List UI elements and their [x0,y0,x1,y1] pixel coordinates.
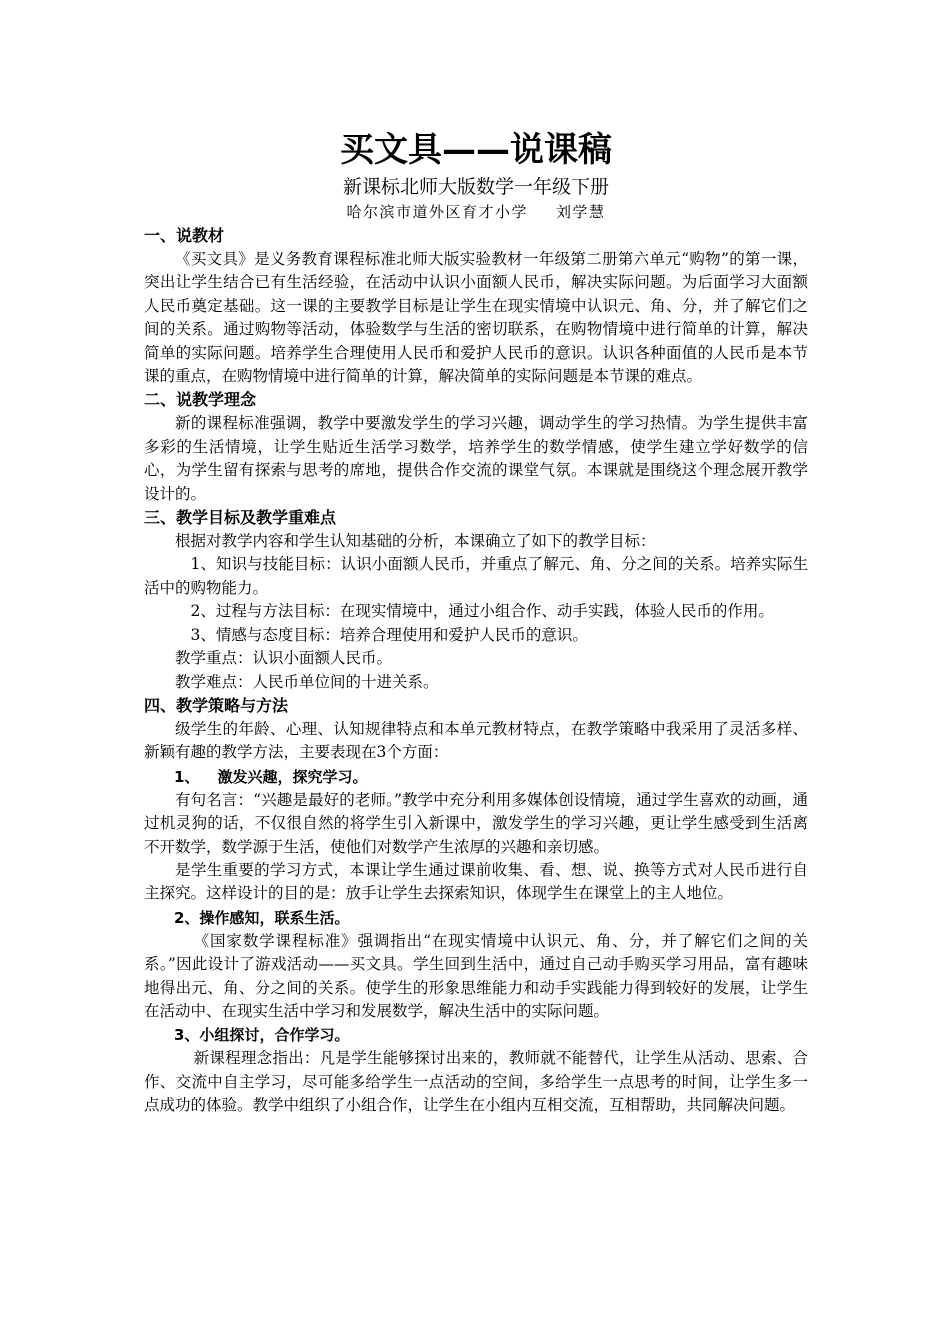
subsection-1-paragraph-1: 有句名言：“兴趣是最好的老师。”教学中充分利用多媒体创设情境，通过学生喜欢的动画，通过机灵狗的话，不仅很自然的将学生引入新课中，激发学生的学习兴趣，更让学生感受到生活离不开数学，数学源于生活，使他们对数学产生浓厚的兴趣和亲切感。 [144,790,808,856]
section-1-paragraph: 《买文具》是义务教育课程标准北师大版实验教材一年级第二册第六单元“购物”的第一课，突出让学生结合已有生活经验，在活动中认识小面额人民币，解决实际问题。为后面学习大面额人民币奠定基础。这一课的主要教学目标是让学生在现实情境中认识元、角、分，并了解它们之间的关系。通过购物等活动，体验数学与生活的密切联系，在购物情境中进行简单的计算，解决简单的实际问题。培养学生合理使用人民币和爱护人民币的意识。认识各种面值的人民币是本节课的重点，在购物情境中进行简单的计算，解决简单的实际问题是本节课的难点。 [144,250,808,386]
teaching-difficulty: 教学难点：人民币单位间的十进关系。 [175,672,439,691]
subheading-1-title: 激发兴趣，探究学习。 [217,767,368,786]
section-3-intro: 根据对教学内容和学生认知基础的分析，本课确立了如下的教学目标： [175,532,656,551]
school-name: 哈尔滨市道外区育才小学 [346,203,528,221]
goal-item-3: 3、情感与态度目标：培养合理使用和爱护人民币的意识。 [190,625,588,644]
section-heading-3: 三、教学目标及教学重难点 [144,508,337,528]
section-2-paragraph: 新的课程标准强调，教学中要激发学生的学习兴趣，调动学生的学习热情。为学生提供丰富多彩的生活情境，让学生贴近生活学习数学，培养学生的数学情感，使学生建立学好数学的信心，为学生留有探索与思考的席地，提供合作交流的课堂气氛。本课就是围绕这个理念展开教学设计的。 [144,414,808,503]
subheading-2: 2、操作感知，联系生活。 [174,908,350,927]
subheading-3: 3、小组探讨，合作学习。 [174,1026,350,1045]
author-line [144,200,808,224]
section-heading-2: 二、说教学理念 [144,390,257,410]
subsection-2-paragraph: 《国家数学课程标准》强调指出“在现实情境中认识元、角、分，并了解它们之间的关系。”因此设计了游戏活动——买文具。学生回到生活中，通过自己动手购买学习用品，富有趣味地得出元、角、分之间的关系。使学生的形象思维能力和动手实践能力得到较好的发展，让学生在活动中、在现实生活中学习和发展数学，解决生活中的实际问题。 [144,931,808,1020]
goal-item-1: 1、知识与技能目标：认识小面额人民币，并重点了解元、角、分之间的关系。培养实际生活中的购物能力。 [144,555,808,597]
teaching-key-point: 教学重点：认识小面额人民币。 [175,649,393,668]
subsection-3-paragraph: 新课程理念指出：凡是学生能够探讨出来的，教师就不能替代，让学生从活动、思索、合作、交流中自主学习，尽可能多给学生一点活动的空间，多给学生一点思考的时间，让学生多一点成功的体验。教学中组织了小组合作，让学生在小组内互相交流，互相帮助，共同解决问题。 [144,1049,808,1115]
subheading-1 [144,765,808,789]
goal-item-2: 2、过程与方法目标：在现实情境中，通过小组合作、动手实践，体验人民币的作用。 [190,602,774,621]
subheading-1-number: 1、 [174,767,200,786]
document-subtitle: 新课标北师大版数学一年级下册 [342,176,609,198]
author-name: 刘学慧 [556,203,606,221]
subsection-1-paragraph-2: 是学生重要的学习方式，本课让学生通过课前收集、看、想、说、换等方式对人民币进行自主探究。这样设计的目的是：放手让学生去探索知识，体现学生在课堂上的主人地位。 [144,860,808,903]
section-heading-4: 四、教学策略与方法 [144,695,289,715]
document-title: 买文具——说课稿 [340,130,612,170]
section-4-intro: 级学生的年龄、心理、认知规律特点和本单元教材特点，在教学策略中我采用了灵活多样、新颖有趣的教学方法，主要表现在3个方面： [144,719,808,762]
document-page [144,126,808,1118]
section-heading-1: 一、说教材 [144,226,225,245]
